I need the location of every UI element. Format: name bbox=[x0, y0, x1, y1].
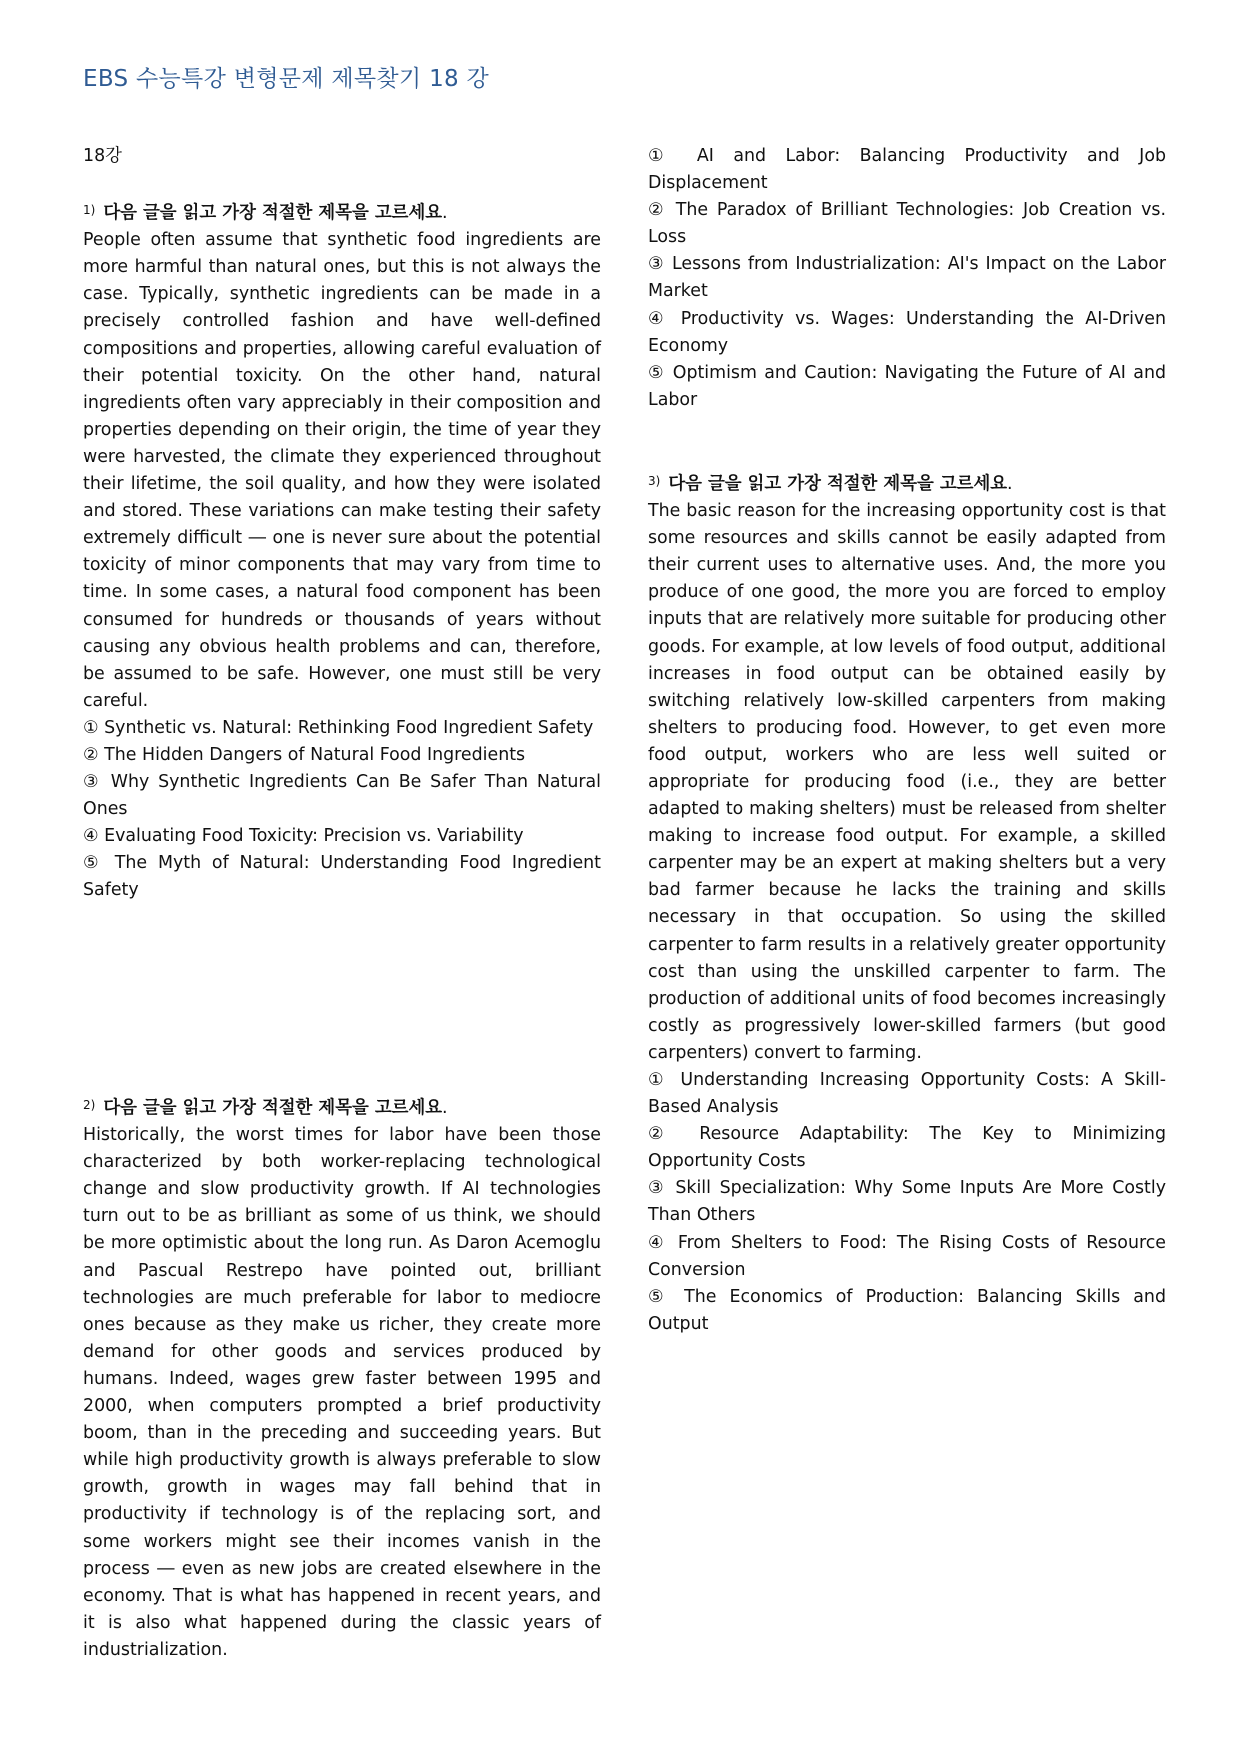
question-2-option-3[interactable]: ③ Lessons from Industrialization: AI's Impact on the Labor Market bbox=[648, 254, 1166, 302]
question-2-option-5[interactable]: ⑤ Optimism and Caution: Navigating the Future of AI and Labor bbox=[648, 362, 1166, 410]
page-header-title: EBS 수능특강 변형문제 제목찾기 18 강 bbox=[83, 66, 490, 92]
question-2-option-4[interactable]: ④ Productivity vs. Wages: Understanding the AI-Driven Economy bbox=[648, 308, 1166, 356]
question-1-option-3[interactable]: ③ Why Synthetic Ingredients Can Be Safer Than Natural Ones bbox=[83, 772, 601, 820]
question-1-option-5[interactable]: ⑤ The Myth of Natural: Understanding Food Ingredient Safety bbox=[83, 853, 601, 901]
question-2-prompt: 다음 글을 읽고 가장 적절한 제목을 고르세요 bbox=[103, 1098, 443, 1118]
left-column bbox=[83, 143, 601, 905]
question-2-option-2[interactable]: ② The Paradox of Brilliant Technologies: Job Creation vs. Loss bbox=[648, 200, 1166, 248]
question-3 bbox=[648, 468, 1166, 1338]
question-3-option-1[interactable]: ① Understanding Increasing Opportunity Costs: A Skill-Based Analysis bbox=[648, 1070, 1166, 1118]
question-1-passage: People often assume that synthetic food ingredients are more harmful than natural ones, but this is not always the case. Typically, synthetic ingredients can be made in a precisely controlled fashion and have well-defined compositions and properties, allowing careful evaluation of their potential toxicity. On the other hand, natural ingredients often vary appreciably in their composition and properties depending on their origin, the time of year they were harvested, the climate they experienced throughout their lifetime, the soil quality, and how they were isolated and stored. These variations can make testing their safety extremely difficult ― one is never sure about the potential toxicity of minor components that may vary from time to time. In some cases, a natural food component has been consumed for hundreds or thousands of years without causing any obvious health problems and can, therefore, be assumed to be safe. However, one must still be very careful. bbox=[83, 230, 601, 711]
right-column bbox=[648, 143, 1166, 1338]
question-3-heading: $^{3)}$ 다음 글을 읽고 가장 적절한 제목을 고르세요. bbox=[648, 473, 1013, 494]
question-2-heading: $^{2)}$ 다음 글을 읽고 가장 적절한 제목을 고르세요. bbox=[83, 1098, 448, 1118]
question-3-option-3[interactable]: ③ Skill Specialization: Why Some Inputs Are More Costly Than Others bbox=[648, 1178, 1166, 1226]
question-1-option-1[interactable]: ① Synthetic vs. Natural: Rethinking Food Ingredient Safety bbox=[83, 717, 594, 738]
question-3-option-2[interactable]: ② Resource Adaptability: The Key to Minimizing Opportunity Costs bbox=[648, 1124, 1166, 1172]
question-1-number: 1) bbox=[83, 203, 96, 218]
question-3-passage: The basic reason for the increasing opportunity cost is that some resources and skills cannot be easily adapted from their current uses to alternative uses. And, the more you produce of one good, the more you are forced to employ inputs that are relatively more suitable for producing other goods. For example, at low levels of food output, additional increases in food output can be obtained easily by switching relatively low-skilled carpenters from making shelters to producing food. However, to get even more food output, workers who are less well suited or appropriate for producing food (i.e., they are better adapted to making shelters) must be released from shelter making to increase food output. For example, a skilled carpenter may be an expert at making shelters but a very bad farmer because he lacks the training and skills necessary in that occupation. So using the skilled carpenter to farm results in a relatively greater opportunity cost than using the unskilled carpenter to farm. The production of additional units of food becomes increasingly costly as progressively lower-skilled farmers (but good carpenters) convert to farming. bbox=[648, 501, 1166, 1063]
question-1-options bbox=[83, 715, 601, 905]
question-1-prompt: 다음 글을 읽고 가장 적절한 제목을 고르세요 bbox=[103, 203, 443, 224]
question-3-option-5[interactable]: ⑤ The Economics of Production: Balancing Skills and Output bbox=[648, 1286, 1166, 1334]
question-2-number: 2) bbox=[83, 1098, 96, 1112]
question-3-number: 3) bbox=[648, 473, 661, 488]
question-3-options bbox=[648, 1067, 1166, 1338]
question-1-option-2[interactable]: ② The Hidden Dangers of Natural Food Ingredients bbox=[83, 744, 526, 765]
question-2 bbox=[83, 1092, 601, 1664]
question-3-option-4[interactable]: ④ From Shelters to Food: The Rising Costs of Resource Conversion bbox=[648, 1232, 1166, 1280]
lesson-label: 18강 bbox=[83, 146, 122, 166]
question-1-option-4[interactable]: ④ Evaluating Food Toxicity: Precision vs. Variability bbox=[83, 826, 524, 847]
question-1-heading: $^{1)}$ 다음 글을 읽고 가장 적절한 제목을 고르세요. bbox=[83, 203, 448, 224]
question-2-passage: Historically, the worst times for labor have been those characterized by both worker-replacing technological change and slow productivity growth. If AI technologies turn out to be as brilliant as some of us think, we should be more optimistic about the long run. As Daron Acemoglu and Pascual Restrepo have pointed out, brilliant technologies are much preferable for labor to mediocre ones because as they make us richer, they create more demand for other goods and services produced by humans. Indeed, wages grew faster between 1995 and 2000, when computers prompted a brief productivity boom, than in the preceding and succeeding years. But while high productivity growth is always preferable to slow growth, growth in wages may fall behind that in productivity if technology is of the replacing sort, and some workers might see their incomes vanish in the process ― even as new jobs are created elsewhere in the economy. That is what has happened in recent years, and it is also what happened during the classic years of industrialization. bbox=[83, 1125, 601, 1660]
question-3-prompt: 다음 글을 읽고 가장 적절한 제목을 고르세요 bbox=[668, 473, 1008, 494]
question-2-options bbox=[648, 143, 1166, 414]
question-1 bbox=[83, 197, 601, 904]
question-2-option-1[interactable]: ① AI and Labor: Balancing Productivity and Job Displacement bbox=[648, 146, 1166, 194]
